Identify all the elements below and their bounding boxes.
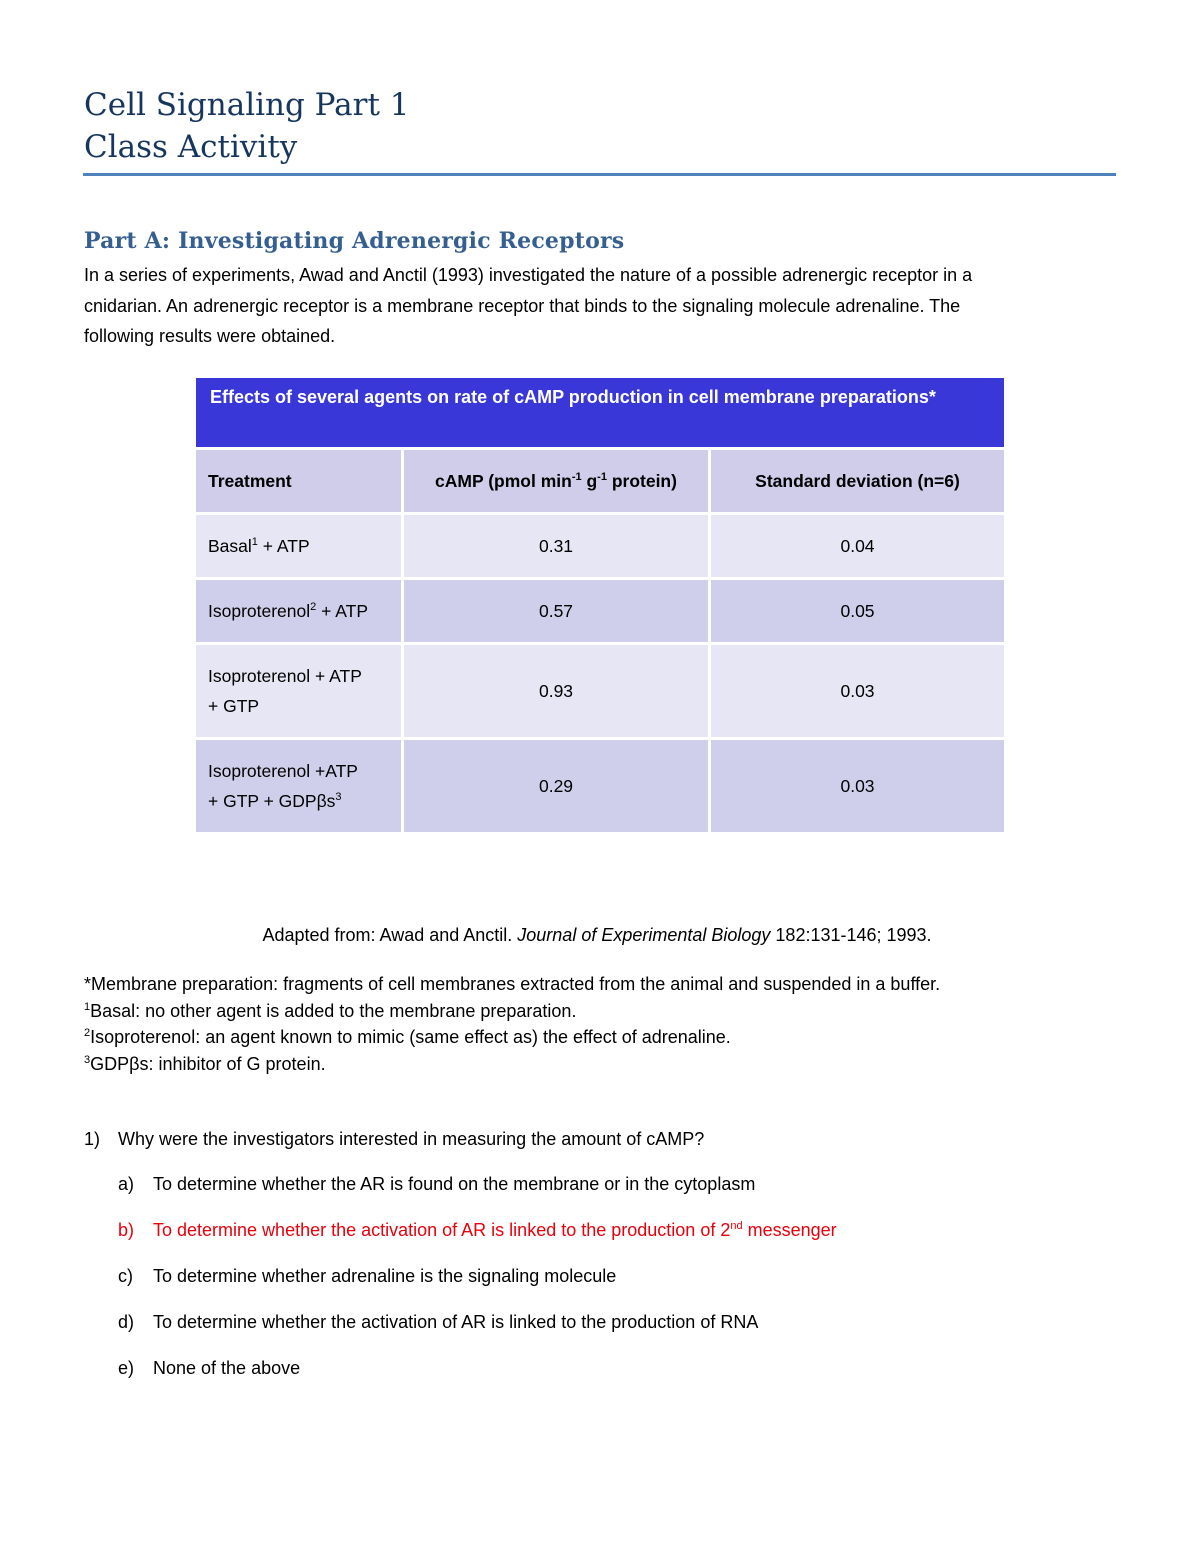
- footnote-text: GDPβs: inhibitor of G protein.: [90, 1053, 326, 1074]
- cell-camp: 0.29: [404, 740, 711, 835]
- cell-sd: 0.05: [711, 580, 1004, 645]
- table-caption: Effects of several agents on rate of cAMP production in cell membrane preparations*: [196, 378, 1004, 450]
- header-camp-suffix: protein): [606, 470, 677, 491]
- citation-prefix: Adapted from: Awad and Anctil.: [262, 925, 518, 945]
- intro-line-1: In a series of experiments, Awad and Anctil (1993) investigated the nature of a possible adrenergic receptor in a: [84, 265, 973, 285]
- option-letter: e): [118, 1358, 135, 1378]
- cell-camp: 0.31: [404, 515, 711, 580]
- header-camp-text: cAMP (pmol min: [435, 470, 572, 491]
- header-camp-sup-2: -1: [597, 470, 607, 483]
- header-treatment: Treatment: [196, 450, 404, 515]
- treatment-suffix: + ATP: [257, 536, 310, 556]
- cell-treatment: [196, 740, 404, 835]
- header-camp: [404, 450, 711, 515]
- page-title: [84, 84, 410, 168]
- option-letter: c): [118, 1266, 133, 1286]
- part-a-heading: Part A: Investigating Adrenergic Receptors: [84, 228, 625, 254]
- option-b-correct-answer: [118, 1215, 837, 1261]
- footnote-marker: 1: [251, 536, 258, 549]
- title-line-1: Cell Signaling Part 1: [84, 87, 410, 123]
- option-letter: b): [118, 1220, 135, 1240]
- treatment-text: Isoproterenol: [208, 601, 311, 621]
- header-camp-sup-1: -1: [571, 470, 582, 483]
- table-row: [196, 515, 1004, 580]
- footnote-marker: 3: [84, 1053, 91, 1066]
- cell-sd: 0.03: [711, 645, 1004, 740]
- camp-results-table: [196, 378, 1004, 835]
- treatment-text: Isoproterenol + ATP: [208, 666, 362, 686]
- table-row: [196, 740, 1004, 835]
- footnote-text: Basal: no other agent is added to the membrane preparation.: [90, 1000, 577, 1021]
- title-divider: [83, 173, 1116, 176]
- cell-sd: 0.03: [711, 740, 1004, 835]
- cell-treatment: [196, 580, 404, 645]
- treatment-line-2: + GTP + GDPβs: [208, 791, 336, 811]
- treatment-line-2: + GTP: [208, 696, 260, 716]
- treatment-text: Isoproterenol +ATP: [208, 761, 358, 781]
- footnote-marker: 2: [310, 601, 317, 614]
- header-camp-unit: g: [581, 470, 598, 491]
- option-text: To determine whether the activation of AR is linked to the production of 2: [153, 1220, 731, 1240]
- treatment-text: Basal: [208, 536, 252, 556]
- footnote-gdp: [84, 1051, 940, 1078]
- footnote-basal: [84, 998, 940, 1025]
- question-1: [84, 1124, 704, 1154]
- footnotes: [84, 971, 940, 1077]
- question-number: 1): [84, 1129, 101, 1149]
- option-text-tail: messenger: [742, 1220, 837, 1240]
- cell-treatment: [196, 515, 404, 580]
- table-row: [196, 645, 1004, 740]
- header-sd: Standard deviation (n=6): [711, 450, 1004, 515]
- cell-sd: 0.04: [711, 515, 1004, 580]
- intro-line-3: following results were obtained.: [84, 326, 336, 346]
- footnote-isoproterenol: [84, 1024, 940, 1051]
- source-citation: [0, 920, 1194, 950]
- option-text: None of the above: [153, 1358, 301, 1378]
- citation-suffix: 182:131-146; 1993.: [770, 925, 932, 945]
- cell-treatment: [196, 645, 404, 740]
- intro-line-2: cnidarian. An adrenergic receptor is a membrane receptor that binds to the signaling molecule adrenaline. The: [84, 295, 961, 316]
- title-line-2: Class Activity: [84, 129, 298, 165]
- option-letter: a): [118, 1174, 135, 1194]
- footnote-text: Isoproterenol: an agent known to mimic (same effect as) the effect of adrenaline.: [90, 1027, 731, 1047]
- option-c: [118, 1261, 837, 1307]
- table-header-row: [196, 450, 1004, 515]
- treatment-suffix: + ATP: [316, 601, 368, 621]
- footnote-marker: 3: [335, 791, 342, 804]
- footnote-membrane: *Membrane preparation: fragments of cell membranes extracted from the animal and suspended in a buffer.: [84, 974, 941, 994]
- option-text: To determine whether adrenaline is the signaling molecule: [153, 1266, 617, 1286]
- cell-camp: 0.57: [404, 580, 711, 645]
- option-a: [118, 1169, 837, 1215]
- table-caption-row: [196, 378, 1004, 450]
- option-d: [118, 1307, 837, 1353]
- option-superscript: nd: [730, 1220, 743, 1232]
- footnote-marker: 1: [84, 1000, 91, 1013]
- cell-camp: 0.93: [404, 645, 711, 740]
- part-a-intro: [84, 260, 1124, 352]
- question-text: Why were the investigators interested in measuring the amount of cAMP?: [118, 1129, 705, 1149]
- option-letter: d): [118, 1312, 135, 1332]
- footnote-marker: 2: [84, 1027, 91, 1039]
- citation-journal: Journal of Experimental Biology: [517, 925, 771, 945]
- table-row: [196, 580, 1004, 645]
- question-1-options: [118, 1169, 837, 1399]
- option-e: [118, 1353, 837, 1399]
- option-text: To determine whether the AR is found on the membrane or in the cytoplasm: [153, 1174, 756, 1194]
- option-text: To determine whether the activation of AR is linked to the production of RNA: [153, 1312, 759, 1332]
